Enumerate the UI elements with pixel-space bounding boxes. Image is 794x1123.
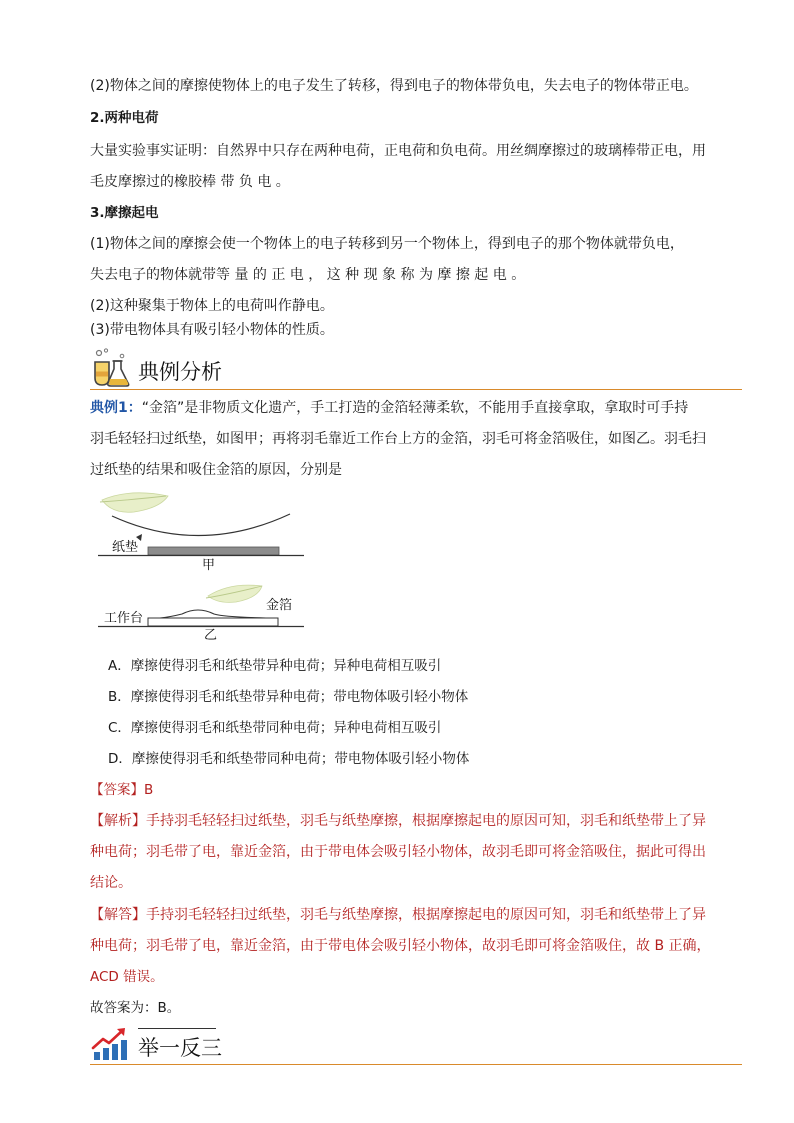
section-rule-example [90,389,742,390]
label-workbench: 工作台 [104,611,144,626]
intro-point-2: (2)物体之间的摩擦使物体上的电子发生了转移，得到电子的物体带负电，失去电子的物体带正电。 [90,78,698,94]
title-overline-practice [138,1028,216,1029]
friction-point-2: (2)这种聚集于物体上的电荷叫作静电。 [90,298,334,314]
label-paper-pad: 纸垫 [112,540,139,555]
example-stem-line-3: 过纸垫的结果和吸住金箔的原因，分别是 [90,462,342,478]
section-rule-practice [90,1064,742,1065]
example-stem-line-1 [90,398,688,418]
heading-friction-charging: 3.摩擦起电 [90,205,159,221]
option-a: A．摩擦使得羽毛和纸垫带异种电荷；异种电荷相互吸引 [108,658,442,674]
analysis-line-1: 【解析】手持羽毛轻轻扫过纸垫，羽毛与纸垫摩擦，根据摩擦起电的原因可知，羽毛和纸垫带上了异 [90,813,706,829]
option-b: B．摩擦使得羽毛和纸垫带异种电荷；带电物体吸引轻小物体 [108,689,469,705]
lab-flask-icon [90,348,132,388]
section-title-example: 典例分析 [138,360,222,384]
two-charges-text-1: 大量实验事实证明：自然界中只存在两种电荷，正电荷和负电荷。用丝绸摩擦过的玻璃棒带正电，用 [90,143,706,159]
analysis-line-2: 种电荷；羽毛带了电，靠近金箔，由于带电体会吸引轻小物体，故羽毛即可将金箔吸住，据此可得出 [90,844,706,860]
heading-two-charges: 2.两种电荷 [90,110,159,126]
friction-point-1-line-1: (1)物体之间的摩擦会使一个物体上的电子转移到另一个物体上，得到电子的那个物体就带负电， [90,236,684,252]
friction-point-3: (3)带电物体具有吸引轻小物体的性质。 [90,322,334,338]
option-c: C．摩擦使得羽毛和纸垫带同种电荷；异种电荷相互吸引 [108,720,442,736]
solution-line-2: 种电荷；羽毛带了电，靠近金箔，由于带电体会吸引轻小物体，故羽毛即可将金箔吸住，故 B 正确， [90,938,711,954]
example-stem-line-2: 羽毛轻轻扫过纸垫，如图甲；再将羽毛靠近工作台上方的金箔，羽毛可将金箔吸住，如图乙。羽毛扫 [90,431,706,447]
option-d: D．摩擦使得羽毛和纸垫带同种电荷；带电物体吸引轻小物体 [108,751,470,767]
feather-icon [100,493,168,512]
friction-point-1-line-2: 失去电子的物体就带等 量 的 正 电 ， 这 种 现 象 称 为 摩 擦 起 电 。 [90,267,526,283]
example-stem-text: “金箔”是非物质文化遗产，手工打造的金箔轻薄柔软，不能用手直接拿取，拿取时可手持 [141,400,689,416]
solution-line-3: ACD 错误。 [90,969,164,985]
section-title-practice: 举一反三 [138,1036,222,1060]
growth-chart-icon [90,1024,130,1062]
label-gold-foil: 金箔 [266,598,293,613]
caption-figure-a: 甲 [202,558,216,573]
solution-line-1: 【解答】手持羽毛轻轻扫过纸垫，羽毛与纸垫摩擦，根据摩擦起电的原因可知，羽毛和纸垫带上了异 [90,907,706,923]
caption-figure-b: 乙 [204,628,218,643]
final-answer: 故答案为：B。 [90,1000,181,1016]
feather-icon [206,585,262,602]
analysis-line-3: 结论。 [90,875,132,891]
example-label: 典例1： [90,400,142,416]
answer: 【答案】B [90,782,154,798]
two-charges-text-2: 毛皮摩擦过的橡胶棒 带 负 电 。 [90,174,290,190]
